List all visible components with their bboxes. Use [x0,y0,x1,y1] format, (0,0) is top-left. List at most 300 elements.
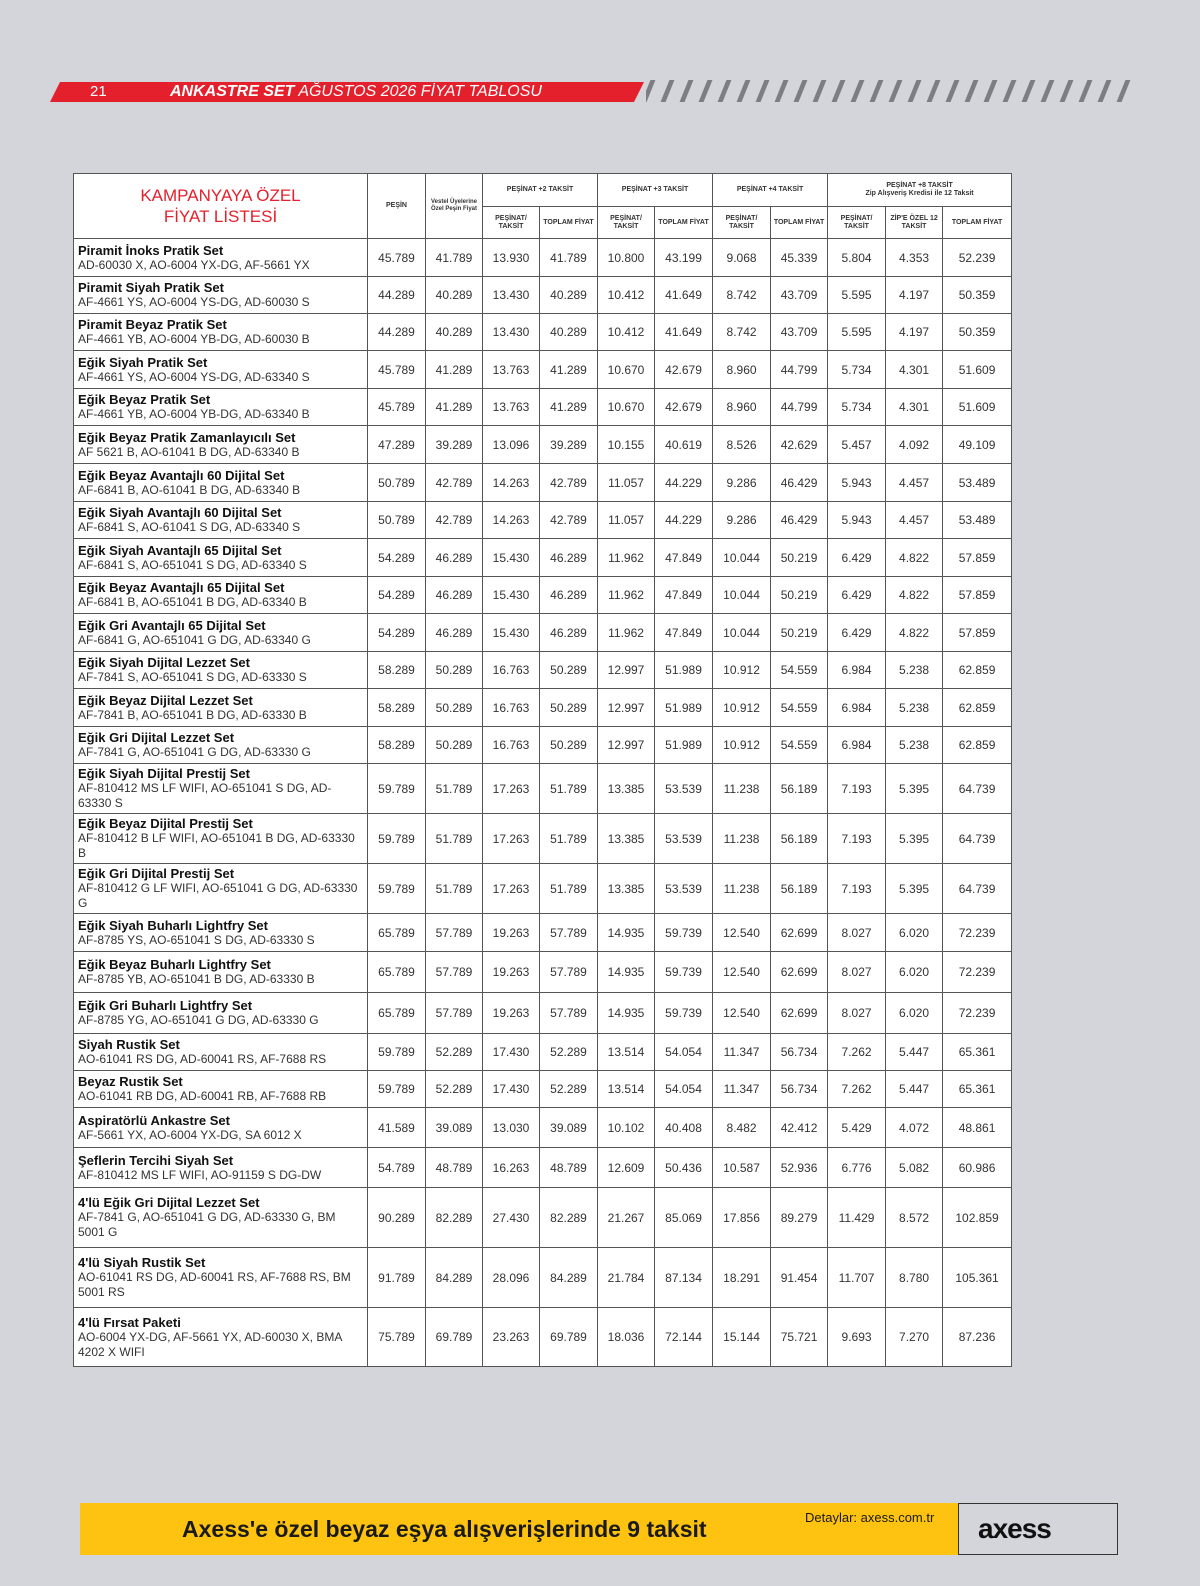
price-cell: 54.559 [771,689,828,727]
price-cell: 62.859 [943,689,1012,727]
price-cell: 10.155 [598,426,655,464]
price-cell: 82.289 [540,1188,598,1248]
table-row [74,952,1012,993]
price-cell: 44.289 [368,277,426,314]
sub-pesinat-taksit-line2: TAKSİT [729,222,754,230]
price-cell: 43.709 [771,314,828,351]
table-row [74,577,1012,614]
product-codes: AF-6841 B, AO-61041 B DG, AD-63340 B [78,482,301,497]
price-cell: 27.430 [483,1188,540,1248]
product-cell [74,577,368,614]
footer-promo-text: Axess'e özel beyaz eşya alışverişlerinde 9 taksit [182,1516,707,1542]
price-cell: 52.289 [540,1071,598,1108]
price-cell: 12.540 [713,952,771,993]
product-cell [74,993,368,1034]
price-cell: 8.960 [713,389,771,426]
price-cell: 9.286 [713,464,771,502]
table-row [74,426,1012,464]
price-cell: 4.301 [886,389,943,426]
table-row [74,1188,1012,1248]
price-cell: 51.789 [426,814,483,864]
product-name: Eğik Beyaz Dijital Prestij Set [78,816,253,831]
price-cell: 46.289 [540,577,598,614]
slash-decoration [984,80,998,102]
price-cell: 18.291 [713,1248,771,1308]
price-cell: 46.289 [426,577,483,614]
price-cell: 6.429 [828,539,886,577]
price-cell: 13.763 [483,351,540,389]
price-cell: 50.219 [771,577,828,614]
product-codes: AF-6841 G, AO-651041 G DG, AD-63340 G [78,632,311,647]
page-title [170,82,542,102]
price-cell: 7.270 [886,1308,943,1367]
price-cell: 41.649 [655,314,713,351]
price-cell: 42.679 [655,389,713,426]
price-cell: 54.559 [771,652,828,689]
price-cell: 14.263 [483,464,540,502]
page-title-rest: AĞUSTOS 2026 FİYAT TABLOSU [298,83,542,100]
footer-details-link[interactable]: Detaylar: axess.com.tr [805,1510,935,1525]
price-cell: 13.514 [598,1071,655,1108]
price-cell: 51.989 [655,689,713,727]
price-cell: 47.289 [368,426,426,464]
price-cell: 5.238 [886,727,943,764]
price-cell: 10.044 [713,614,771,652]
price-cell: 65.361 [943,1071,1012,1108]
table-row [74,727,1012,764]
table-row [74,277,1012,314]
price-cell: 39.089 [426,1108,483,1148]
price-cell: 50.289 [426,727,483,764]
price-cell: 51.789 [426,764,483,814]
price-cell: 59.739 [655,952,713,993]
price-cell: 51.989 [655,727,713,764]
price-cell: 46.289 [540,539,598,577]
price-cell: 57.789 [540,914,598,952]
price-cell: 75.789 [368,1308,426,1367]
sub-zip-taksit-line1: ZİP'E ÖZEL 12 [890,214,938,222]
price-cell: 8.027 [828,914,886,952]
price-cell: 8.027 [828,993,886,1034]
price-cell: 41.289 [540,351,598,389]
product-cell [74,914,368,952]
product-cell [74,1148,368,1188]
slash-decoration [680,80,694,102]
price-cell: 5.943 [828,464,886,502]
product-name: Eğik Siyah Buharlı Lightfry Set [78,917,268,933]
slash-decoration [775,80,789,102]
price-cell: 5.943 [828,502,886,539]
slash-decoration [718,80,732,102]
price-cell: 57.789 [426,914,483,952]
price-cell: 16.763 [483,652,540,689]
price-cell: 21.267 [598,1188,655,1248]
price-cell: 41.289 [426,389,483,426]
price-cell: 11.238 [713,814,771,864]
product-cell [74,1034,368,1071]
table-body [74,239,1012,1367]
price-cell: 53.539 [655,764,713,814]
price-cell: 62.699 [771,993,828,1034]
price-cell: 53.489 [943,464,1012,502]
price-cell: 10.412 [598,277,655,314]
product-cell [74,764,368,814]
price-cell: 41.789 [540,239,598,277]
price-cell: 62.859 [943,652,1012,689]
price-cell: 59.789 [368,1034,426,1071]
slash-decoration [851,80,865,102]
table-row [74,1034,1012,1071]
slash-decoration [927,80,941,102]
product-codes: AF-4661 YB, AO-6004 YB-DG, AD-63340 B [78,407,310,421]
product-codes: AO-61041 RS DG, AD-60041 RS, AF-7688 RS, BM 5001 RS [78,1270,351,1299]
product-codes: AO-61041 RB DG, AD-60041 RB, AF-7688 RB [78,1089,327,1103]
price-cell: 11.347 [713,1034,771,1071]
price-cell: 13.930 [483,239,540,277]
price-cell: 48.789 [426,1148,483,1188]
price-cell: 46.429 [771,464,828,502]
price-cell: 5.082 [886,1148,943,1188]
price-cell: 4.822 [886,614,943,652]
campaign-title-line2: FİYAT LİSTESİ [163,207,278,226]
product-name: Eğik Siyah Avantajlı 65 Dijital Set [78,542,282,558]
price-cell: 48.861 [943,1108,1012,1148]
price-cell: 6.429 [828,577,886,614]
price-cell: 11.057 [598,502,655,539]
price-cell: 50.289 [540,652,598,689]
price-cell: 43.709 [771,277,828,314]
price-cell: 5.395 [886,814,943,864]
price-cell: 54.789 [368,1148,426,1188]
product-name: Şeflerin Tercihi Siyah Set [78,1152,234,1168]
slash-decoration [756,80,770,102]
price-cell: 54.289 [368,577,426,614]
price-cell: 39.289 [540,426,598,464]
price-cell: 44.289 [368,314,426,351]
price-cell: 72.239 [943,993,1012,1034]
slash-decoration [908,80,922,102]
price-cell: 18.036 [598,1308,655,1367]
price-cell: 8.742 [713,277,771,314]
price-cell: 8.572 [886,1188,943,1248]
sub-pesinat-taksit-line2: TAKSİT [844,222,869,230]
price-cell: 58.289 [368,652,426,689]
price-cell: 17.430 [483,1071,540,1108]
price-cell: 46.429 [771,502,828,539]
price-table [73,173,1012,1367]
product-cell [74,1308,368,1367]
slash-decoration [965,80,979,102]
slash-decoration [794,80,808,102]
price-cell: 6.429 [828,614,886,652]
price-cell: 21.784 [598,1248,655,1308]
price-cell: 5.395 [886,864,943,914]
price-cell: 41.789 [426,239,483,277]
price-cell: 6.984 [828,652,886,689]
price-cell: 10.912 [713,727,771,764]
price-cell: 87.236 [943,1308,1012,1367]
price-cell: 7.193 [828,814,886,864]
product-cell [74,277,368,314]
product-codes: AD-60030 X, AO-6004 YX-DG, AF-5661 YX [78,257,310,272]
price-cell: 54.054 [655,1034,713,1071]
price-cell: 53.539 [655,864,713,914]
price-cell: 57.859 [943,614,1012,652]
slash-decoration [661,80,675,102]
product-name: Eğik Gri Dijital Lezzet Set [78,730,235,745]
product-name: Piramit Beyaz Pratik Set [78,317,227,332]
table-row [74,314,1012,351]
price-cell: 46.289 [540,614,598,652]
price-cell: 56.734 [771,1034,828,1071]
product-name: Eğik Beyaz Avantajlı 65 Dijital Set [78,580,285,595]
product-cell [74,727,368,764]
price-cell: 13.385 [598,764,655,814]
price-cell: 9.068 [713,239,771,277]
group-4-taksit: PEŞİNAT +4 TAKSİT [713,174,828,207]
price-cell: 57.859 [943,539,1012,577]
price-cell: 59.789 [368,814,426,864]
price-cell: 5.595 [828,277,886,314]
product-cell [74,864,368,914]
price-cell: 57.789 [540,993,598,1034]
product-codes: AF 5621 B, AO-61041 B DG, AD-63340 B [78,444,300,459]
price-cell: 5.457 [828,426,886,464]
product-name: 4'lü Eğik Gri Dijital Lezzet Set [78,1195,260,1210]
price-cell: 75.721 [771,1308,828,1367]
product-codes: AF-6841 S, AO-61041 S DG, AD-63340 S [78,520,301,534]
price-cell: 4.822 [886,577,943,614]
price-cell: 6.020 [886,993,943,1034]
price-cell: 13.514 [598,1034,655,1071]
price-cell: 51.789 [540,814,598,864]
slash-decoration [813,80,827,102]
price-cell: 46.289 [426,539,483,577]
price-cell: 46.289 [426,614,483,652]
axess-logo: axess [978,1513,1051,1544]
price-cell: 42.412 [771,1108,828,1148]
price-cell: 12.997 [598,652,655,689]
price-cell: 14.263 [483,502,540,539]
price-cell: 11.057 [598,464,655,502]
price-cell: 12.609 [598,1148,655,1188]
product-codes: AF-6841 B, AO-651041 B DG, AD-63340 B [78,595,307,609]
price-cell: 17.263 [483,764,540,814]
product-name: Eğik Gri Dijital Prestij Set [78,866,235,881]
slash-decoration [1098,80,1112,102]
price-cell: 48.789 [540,1148,598,1188]
sub-pesinat-taksit [598,207,655,239]
sub-toplam-fiyat: TOPLAM FİYAT [655,207,713,239]
price-cell: 59.789 [368,1071,426,1108]
product-name: Eğik Siyah Dijital Prestij Set [78,766,250,781]
price-cell: 40.289 [426,314,483,351]
sub-pesinat-taksit-line1: PEŞİNAT/ [725,214,758,222]
sub-zip-taksit-line2: TAKSİT [901,222,927,230]
campaign-title-cell [74,174,368,239]
price-cell: 40.408 [655,1108,713,1148]
product-cell [74,314,368,351]
slash-decoration [1117,80,1131,102]
price-cell: 10.912 [713,689,771,727]
price-cell: 39.289 [426,426,483,464]
product-codes: AF-5661 YX, AO-6004 YX-DG, SA 6012 X [78,1127,302,1142]
price-cell: 44.229 [655,502,713,539]
product-cell [74,652,368,689]
product-codes: AF-7841 S, AO-651041 S DG, AD-63330 S [78,670,307,684]
price-cell: 17.430 [483,1034,540,1071]
sub-toplam-fiyat: TOPLAM FİYAT [943,207,1012,239]
price-cell: 4.197 [886,277,943,314]
table-row [74,764,1012,814]
price-cell: 5.734 [828,389,886,426]
product-cell [74,952,368,993]
price-cell: 9.286 [713,502,771,539]
price-cell: 12.540 [713,993,771,1034]
sub-pesinat-taksit-line1: PEŞİNAT/ [840,214,873,222]
price-cell: 15.430 [483,577,540,614]
price-cell: 50.219 [771,614,828,652]
price-cell: 8.742 [713,314,771,351]
price-cell: 19.263 [483,993,540,1034]
price-cell: 51.609 [943,389,1012,426]
product-cell [74,426,368,464]
price-cell: 44.799 [771,389,828,426]
table-row [74,389,1012,426]
price-cell: 42.789 [426,502,483,539]
price-cell: 4.092 [886,426,943,464]
price-cell: 64.739 [943,864,1012,914]
price-cell: 69.789 [426,1308,483,1367]
price-cell: 41.589 [368,1108,426,1148]
price-cell: 9.693 [828,1308,886,1367]
product-name: Eğik Siyah Avantajlı 60 Dijital Set [78,505,282,520]
price-cell: 17.263 [483,864,540,914]
product-name: Eğik Gri Avantajlı 65 Dijital Set [78,617,266,633]
price-cell: 4.301 [886,351,943,389]
price-cell: 28.096 [483,1248,540,1308]
product-codes: AF-810412 G LF WIFI, AO-651041 G DG, AD-63330 G [78,881,358,910]
price-cell: 58.289 [368,727,426,764]
price-cell: 11.238 [713,864,771,914]
price-cell: 45.789 [368,389,426,426]
price-cell: 53.539 [655,814,713,864]
price-cell: 57.789 [540,952,598,993]
product-cell [74,1071,368,1108]
price-cell: 47.849 [655,539,713,577]
sub-toplam-fiyat: TOPLAM FİYAT [771,207,828,239]
product-cell [74,1188,368,1248]
price-cell: 10.670 [598,351,655,389]
slash-decoration [946,80,960,102]
price-cell: 50.359 [943,314,1012,351]
product-name: Siyah Rustik Set [78,1037,180,1052]
price-cell: 65.789 [368,993,426,1034]
product-cell [74,1108,368,1148]
price-cell: 50.219 [771,539,828,577]
price-cell: 72.144 [655,1308,713,1367]
price-cell: 11.962 [598,539,655,577]
product-cell [74,689,368,727]
price-cell: 50.289 [426,689,483,727]
price-cell: 59.789 [368,764,426,814]
price-cell: 5.395 [886,764,943,814]
product-name: Eğik Beyaz Pratik Set [78,392,211,407]
product-name: Piramit İnoks Pratik Set [78,242,224,258]
sub-pesinat-taksit-line2: TAKSİT [498,222,524,230]
slash-decoration [1041,80,1055,102]
group-8-taksit [828,174,1012,207]
sub-pesinat-taksit [828,207,886,239]
price-cell: 62.699 [771,952,828,993]
price-cell: 52.239 [943,239,1012,277]
price-cell: 11.238 [713,764,771,814]
price-cell: 84.289 [540,1248,598,1308]
price-cell: 13.385 [598,814,655,864]
price-cell: 45.789 [368,239,426,277]
price-cell: 49.109 [943,426,1012,464]
price-cell: 45.789 [368,351,426,389]
price-cell: 51.609 [943,351,1012,389]
table-row [74,1108,1012,1148]
price-cell: 5.595 [828,314,886,351]
price-cell: 10.912 [713,652,771,689]
price-cell: 42.629 [771,426,828,464]
price-cell: 5.734 [828,351,886,389]
price-cell: 11.429 [828,1188,886,1248]
price-cell: 7.262 [828,1034,886,1071]
price-cell: 59.739 [655,914,713,952]
slash-decoration [870,80,884,102]
price-cell: 8.960 [713,351,771,389]
price-cell: 41.289 [426,351,483,389]
table-row [74,689,1012,727]
product-cell [74,539,368,577]
price-cell: 6.984 [828,689,886,727]
table-row [74,914,1012,952]
price-cell: 58.289 [368,689,426,727]
price-cell: 13.096 [483,426,540,464]
price-cell: 91.454 [771,1248,828,1308]
price-cell: 62.859 [943,727,1012,764]
price-cell: 43.199 [655,239,713,277]
slash-decoration [889,80,903,102]
price-cell: 19.263 [483,914,540,952]
product-codes: AF-4661 YS, AO-6004 YS-DG, AD-63340 S [78,369,310,384]
product-cell [74,814,368,864]
slash-decoration [1060,80,1074,102]
price-cell: 11.962 [598,614,655,652]
table-row [74,1308,1012,1367]
price-cell: 13.763 [483,389,540,426]
price-table-container [73,173,1011,1367]
price-cell: 44.799 [771,351,828,389]
price-cell: 59.789 [368,864,426,914]
price-cell: 4.457 [886,464,943,502]
price-cell: 16.763 [483,689,540,727]
product-codes: AF-810412 B LF WIFI, AO-651041 B DG, AD-63330 B [78,831,355,860]
price-cell: 6.984 [828,727,886,764]
price-cell: 6.776 [828,1148,886,1188]
price-cell: 56.189 [771,764,828,814]
product-codes: AO-6004 YX-DG, AF-5661 YX, AD-60030 X, BMA 4202 X WIFI [78,1329,342,1359]
price-cell: 40.289 [540,314,598,351]
group-3-taksit: PEŞİNAT +3 TAKSİT [598,174,713,207]
price-cell: 13.430 [483,314,540,351]
price-cell: 64.739 [943,764,1012,814]
price-cell: 51.789 [540,864,598,914]
price-cell: 47.849 [655,577,713,614]
